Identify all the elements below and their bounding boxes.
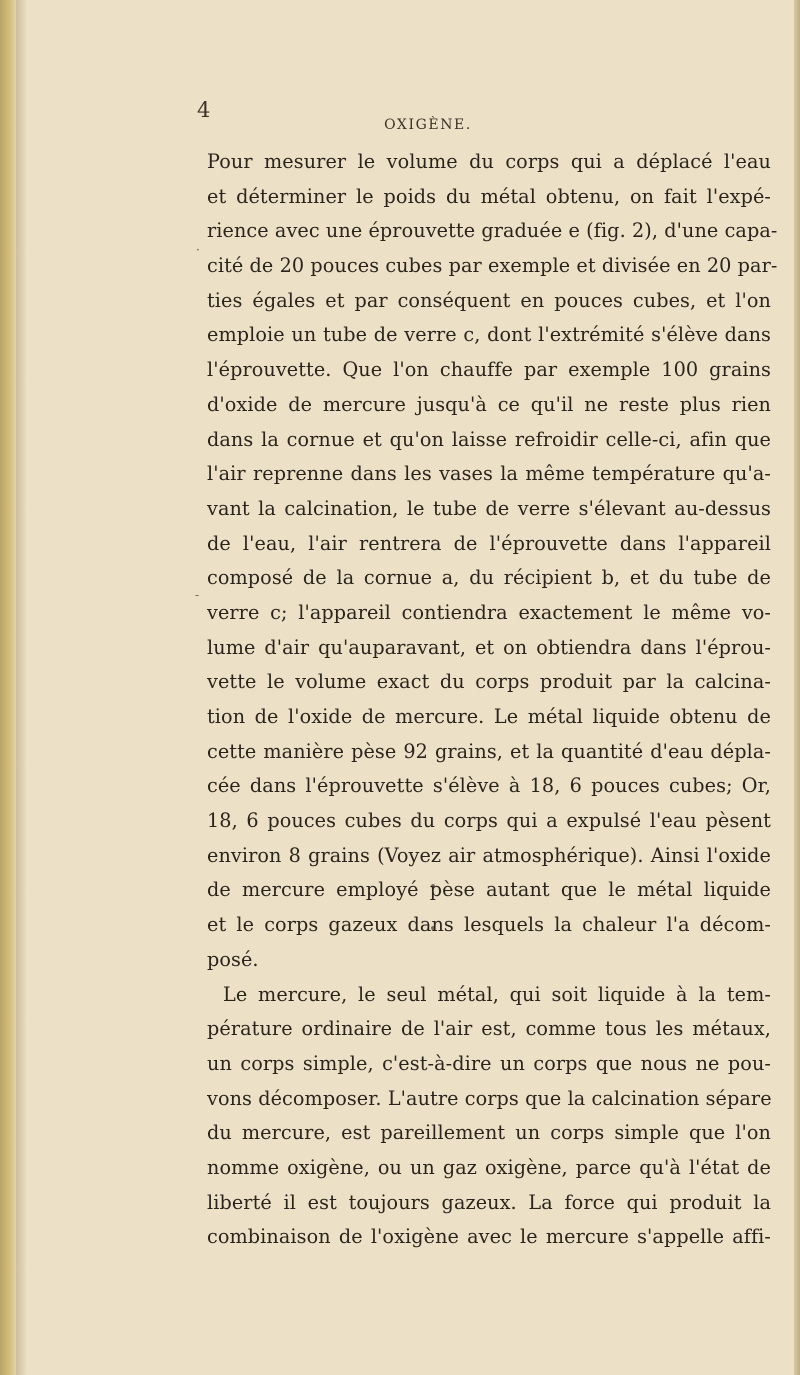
text-line: vant la calcination, le tube de verre s'élevant au-dessus	[207, 496, 771, 520]
text-line: un corps simple, c'est-à-dire un corps que nous ne pou-	[207, 1051, 771, 1075]
text-line: liberté il est toujours gazeux. La force qui produit la	[207, 1190, 771, 1214]
running-head: OXIGÈNE.	[384, 117, 472, 133]
text-line: verre c; l'appareil contiendra exactement le même vo-	[207, 600, 771, 624]
text-line: Pour mesurer le volume du corps qui a déplacé l'eau	[207, 150, 771, 173]
text-line: pérature ordinaire de l'air est, comme tous les métaux,	[207, 1017, 771, 1041]
text-line: lume d'air qu'auparavant, et on obtiendra dans l'éprou-	[207, 635, 771, 659]
body-text	[207, 145, 778, 1255]
text-line: l'éprouvette. Que l'on chauffe par exemple 100 grains	[207, 358, 771, 382]
book-spine	[0, 0, 16, 1375]
text-line: vons décomposer. L'autre corps que la calcination sépare	[207, 1086, 772, 1110]
text-line: emploie un tube de verre c, dont l'extrémité s'élève dans	[207, 323, 771, 347]
text-line: cité de 20 pouces cubes par exemple et divisée en 20 par-	[207, 254, 778, 278]
text-line: tion de l'oxide de mercure. Le métal liquide obtenu de	[207, 705, 771, 728]
text-line: combinaison de l'oxigène avec le mercure s'appelle affi-	[207, 1225, 771, 1249]
paragraph-start-line: Le mercure, le seul métal, qui soit liquide à la tem-	[223, 982, 771, 1006]
text-line: et déterminer le poids du métal obtenu, on fait l'expé-	[207, 184, 771, 208]
text-line: de mercure employé pèse autant que le métal liquide	[207, 878, 771, 902]
text-line: dans la cornue et qu'on laisse refroidir celle-ci, afin que	[207, 427, 771, 451]
text-line: de l'eau, l'air rentrera de l'éprouvette dans l'appareil	[207, 531, 771, 555]
text-line: d'oxide de mercure jusqu'à ce qu'il ne reste plus rien	[207, 392, 771, 416]
text-line: cée dans l'éprouvette s'élève à 18, 6 pouces cubes; Or,	[207, 774, 771, 798]
text-line: vette le volume exact du corps produit par la calcina-	[207, 670, 771, 694]
gutter-shadow	[16, 0, 26, 1375]
text-line: l'air reprenne dans les vases la même température qu'a-	[207, 462, 771, 486]
text-line: du mercure, est pareillement un corps simple que l'on	[207, 1121, 771, 1145]
page-number: 4	[197, 98, 211, 122]
text-line: rience avec une éprouvette graduée e (fig. 2), d'une capa-	[207, 219, 778, 243]
text-line: cette manière pèse 92 grains, et la quantité d'eau dépla-	[207, 739, 771, 763]
text-line: et le corps gazeux dans lesquels la chaleur l'a décom-	[207, 913, 771, 937]
text-line: composé de la cornue a, du récipient b, et du tube de	[207, 566, 771, 590]
text-line: ties égales et par conséquent en pouces cubes, et l'on	[207, 288, 771, 312]
text-line: environ 8 grains (Voyez air atmosphérique). Ainsi l'oxide	[207, 843, 771, 867]
paragraph-end-line: posé.	[207, 947, 259, 971]
text-line: 18, 6 pouces cubes du corps qui a expulsé l'eau pèsent	[207, 809, 771, 833]
margin-tick: ·	[196, 243, 200, 257]
text-line: nomme oxigène, ou un gaz oxigène, parce qu'à l'état de	[207, 1155, 771, 1179]
margin-tick: -	[195, 588, 200, 602]
page-edge	[794, 0, 800, 1375]
